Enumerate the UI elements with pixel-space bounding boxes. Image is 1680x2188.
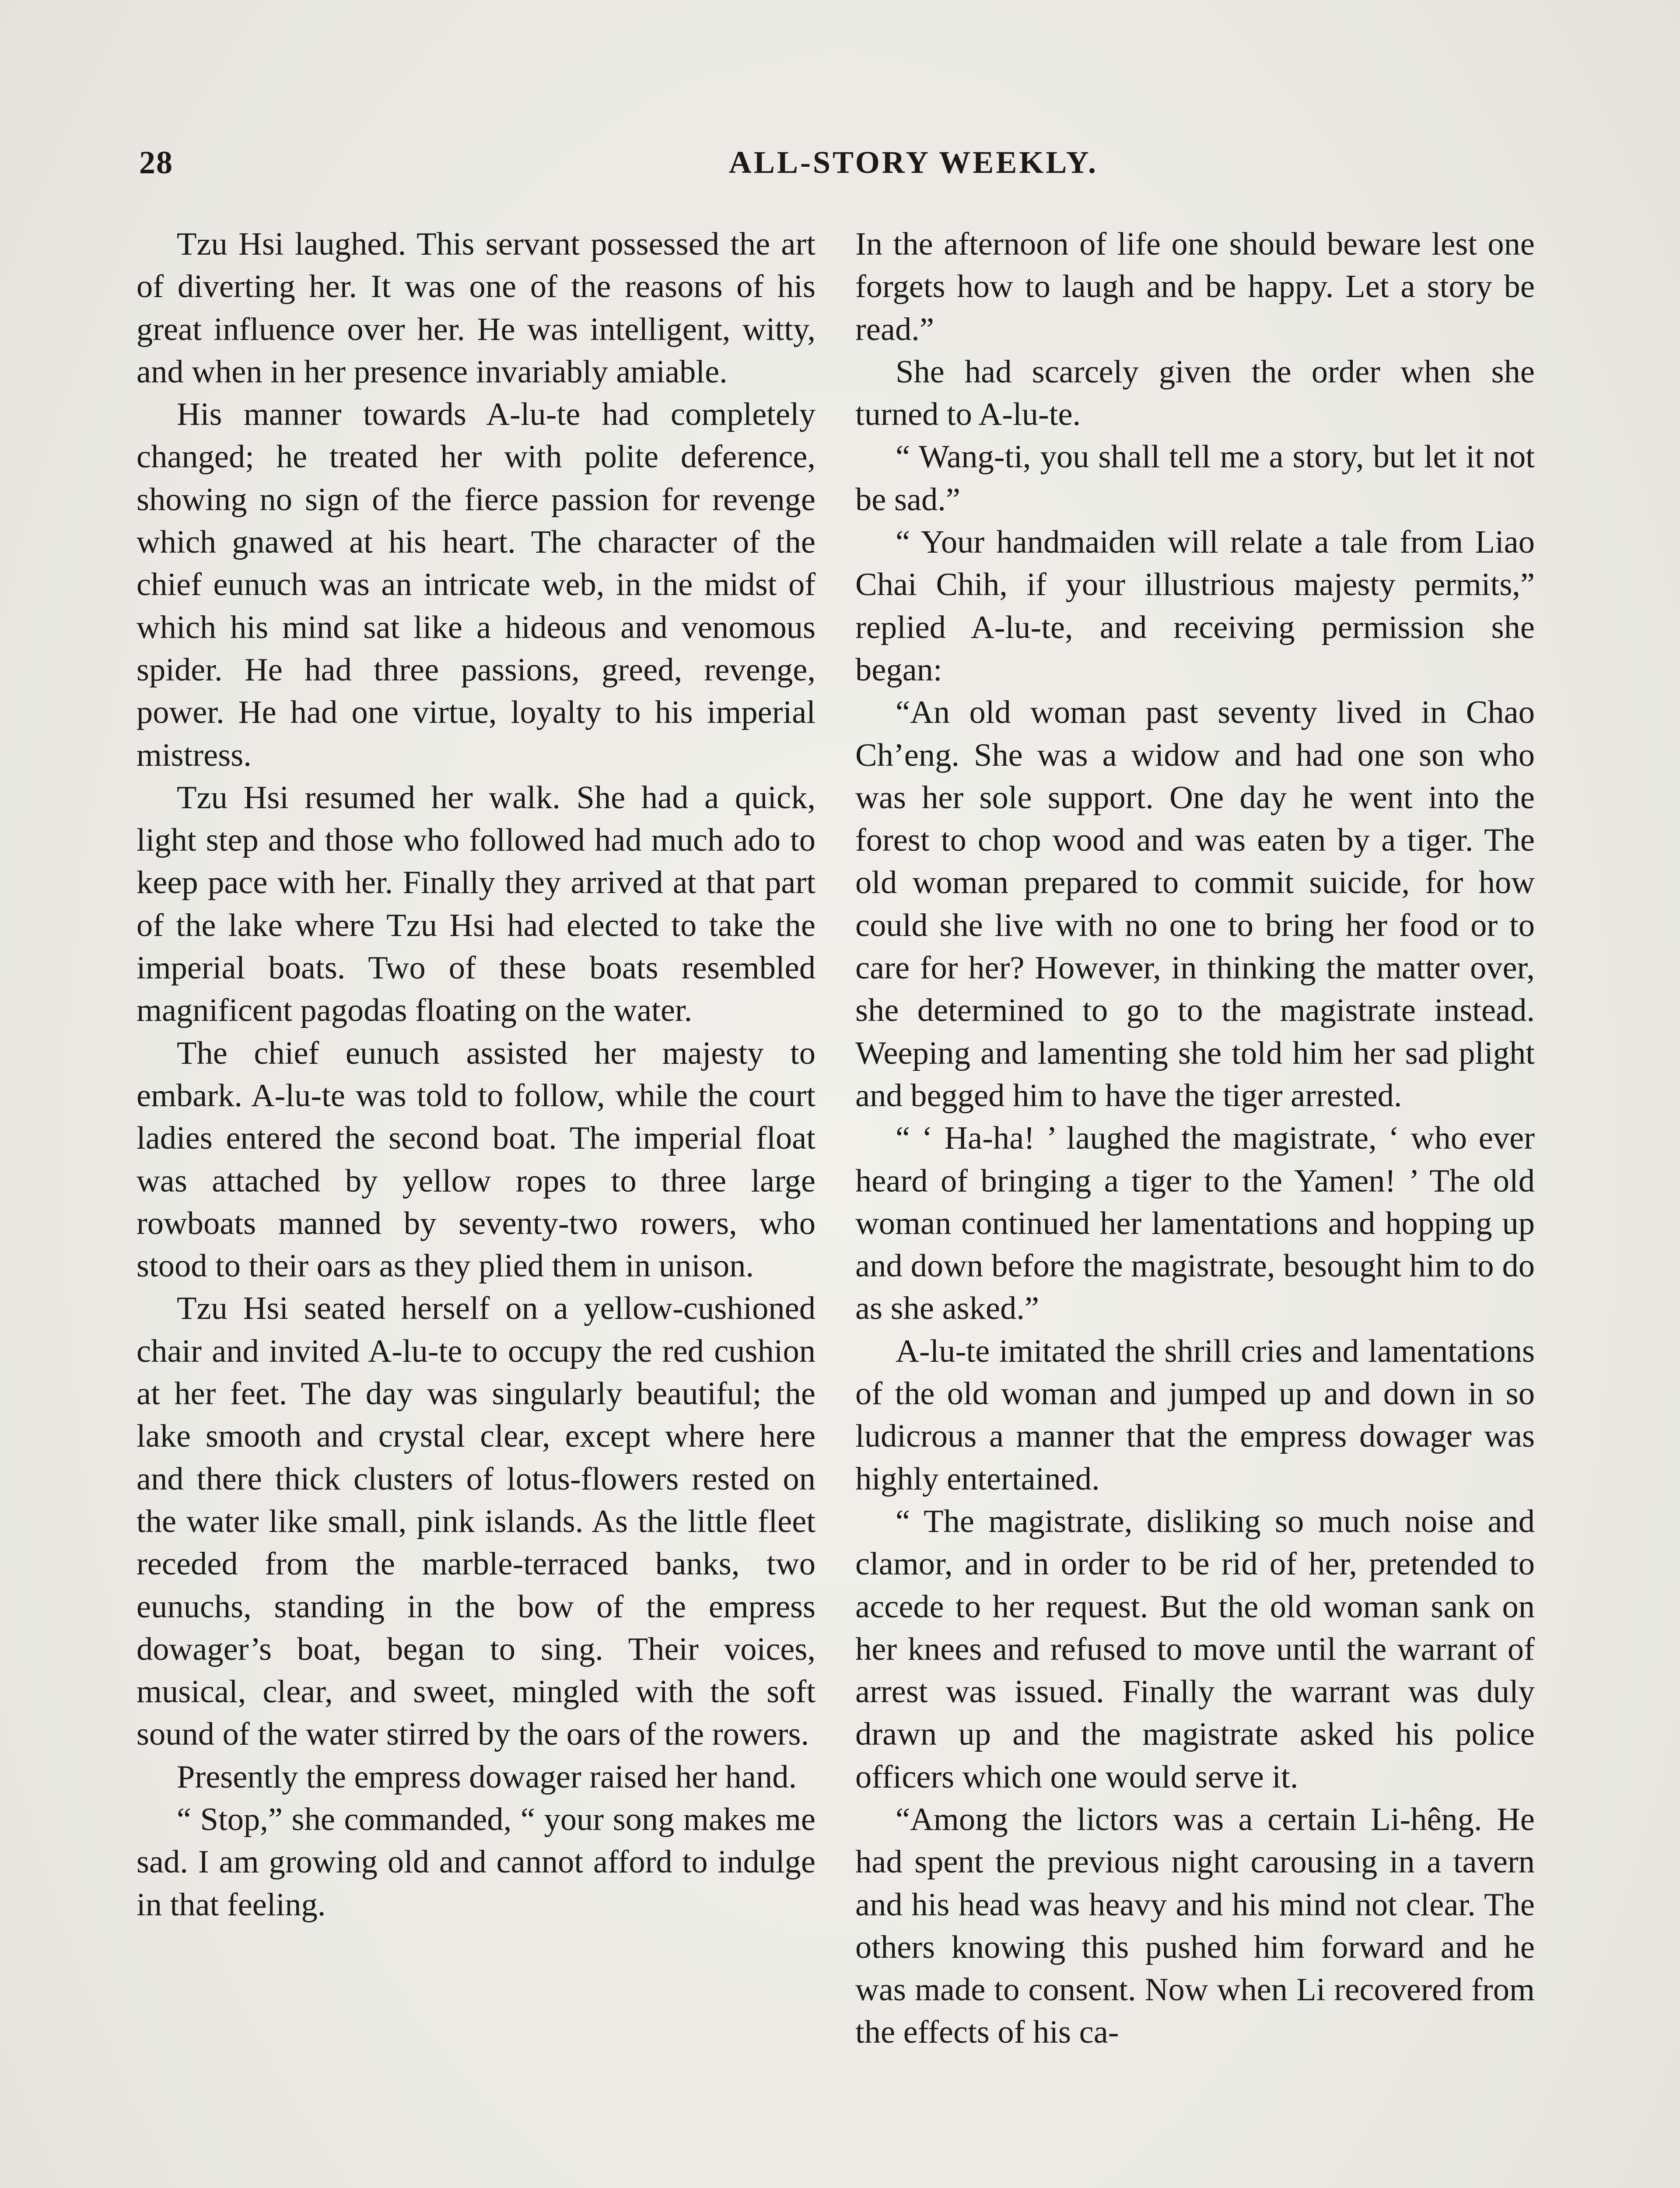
paragraph: “Among the lictors was a certain Li-hêng. He had spent the previous night carousing in a tavern and his head was heavy and his mind not clear. The others knowing this pushed him forward and he was made to consent. Now when Li recovered from the effects of his ca- bbox=[855, 1801, 1535, 2051]
left-text-column bbox=[136, 223, 816, 1926]
paragraph-continued: In the afternoon of life one should beware lest one forgets how to laugh and be happy. Let a story be read.” bbox=[855, 226, 1535, 347]
paragraph: Tzu Hsi laughed. This servant possessed the art of diverting her. It was one of the reasons of his great influence over her. He was intelligent, witty, and when in her presence invariably amiable. bbox=[136, 226, 816, 390]
running-head-title: ALL-STORY WEEKLY. bbox=[728, 145, 1099, 180]
paragraph: The chief eunuch assisted her majesty to embark. A-lu-te was told to follow, while the court ladies entered the second boat. The imperial float was attached by yellow ropes to three large rowboats manned by seventy-two rowers, who stood to their oars as they plied them in unison. bbox=[136, 1035, 816, 1284]
paragraph: Tzu Hsi resumed her walk. She had a quick, light step and those who followed had much ado to keep pace with her. Finally they arrived at that part of the lake where Tzu Hsi had elected to take the imperial boats. Two of these boats resembled magnificent pagodas floating on the water. bbox=[136, 779, 816, 1029]
paragraph: “ ‘ Ha-ha! ’ laughed the magistrate, ‘ who ever heard of bringing a tiger to the Yamen! ’ The old woman continued her lamentations and hopping up and down before the magistrate, besought him to do as she asked.” bbox=[855, 1120, 1535, 1327]
right-text-column bbox=[855, 223, 1535, 2054]
paragraph: “ The magistrate, disliking so much noise and clamor, and in order to be rid of her, pretended to accede to her request. But the old woman sank on her knees and refused to move until the warrant of arrest was issued. Finally the warrant was duly drawn up and the magistrate asked his police officers which one would serve it. bbox=[855, 1503, 1535, 1795]
paragraph: A-lu-te imitated the shrill cries and lamentations of the old woman and jumped up and down in so ludicrous a manner that the empress dowager was highly entertained. bbox=[855, 1333, 1535, 1497]
page-number: 28 bbox=[139, 145, 173, 181]
paragraph: She had scarcely given the order when she turned to A-lu-te. bbox=[855, 354, 1535, 433]
paragraph: “ Wang-ti, you shall tell me a story, but let it not be sad.” bbox=[855, 439, 1535, 518]
paragraph: Tzu Hsi seated herself on a yellow-cushioned chair and invited A-lu-te to occupy the red cushion at her feet. The day was singularly beautiful; the lake smooth and crystal clear, except where here and there thick clusters of lotus-flowers rested on the water like small, pink islands. As the little fleet receded from the marble-terraced banks, two eunuchs, standing in the bow of the empress dowager’s boat, began to sing. Their voices, musical, clear, and sweet, mingled with the soft sound of the water stirred by the oars of the rowers. bbox=[136, 1290, 816, 1753]
paragraph: “ Your handmaiden will relate a tale from Liao Chai Chih, if your illustrious majesty permits,” replied A-lu-te, and receiving permission she began: bbox=[855, 524, 1535, 688]
paragraph: “ Stop,” she commanded, “ your song makes me sad. I am growing old and cannot afford to indulge in that feeling. bbox=[136, 1801, 816, 1923]
page-header bbox=[139, 144, 1539, 193]
paragraph: Presently the empress dowager raised her hand. bbox=[177, 1759, 797, 1795]
paragraph: His manner towards A-lu-te had completely changed; he treated her with polite deference, showing no sign of the fierce passion for revenge which gnawed at his heart. The character of the chief eunuch was an intricate web, in the midst of which his mind sat like a hideous and venomous spider. He had three passions, greed, revenge, power. He had one virtue, loyalty to his imperial mistress. bbox=[136, 396, 816, 773]
paragraph: “An old woman past seventy lived in Chao Ch’eng. She was a widow and had one son who was her sole support. One day he went into the forest to chop wood and was eaten by a tiger. The old woman prepared to commit suicide, for how could she live with no one to bring her food or to care for her? However, in thinking the matter over, she determined to go to the magistrate instead. Weeping and lamenting she told him her sad plight and begged him to have the tiger arrested. bbox=[855, 694, 1535, 1114]
